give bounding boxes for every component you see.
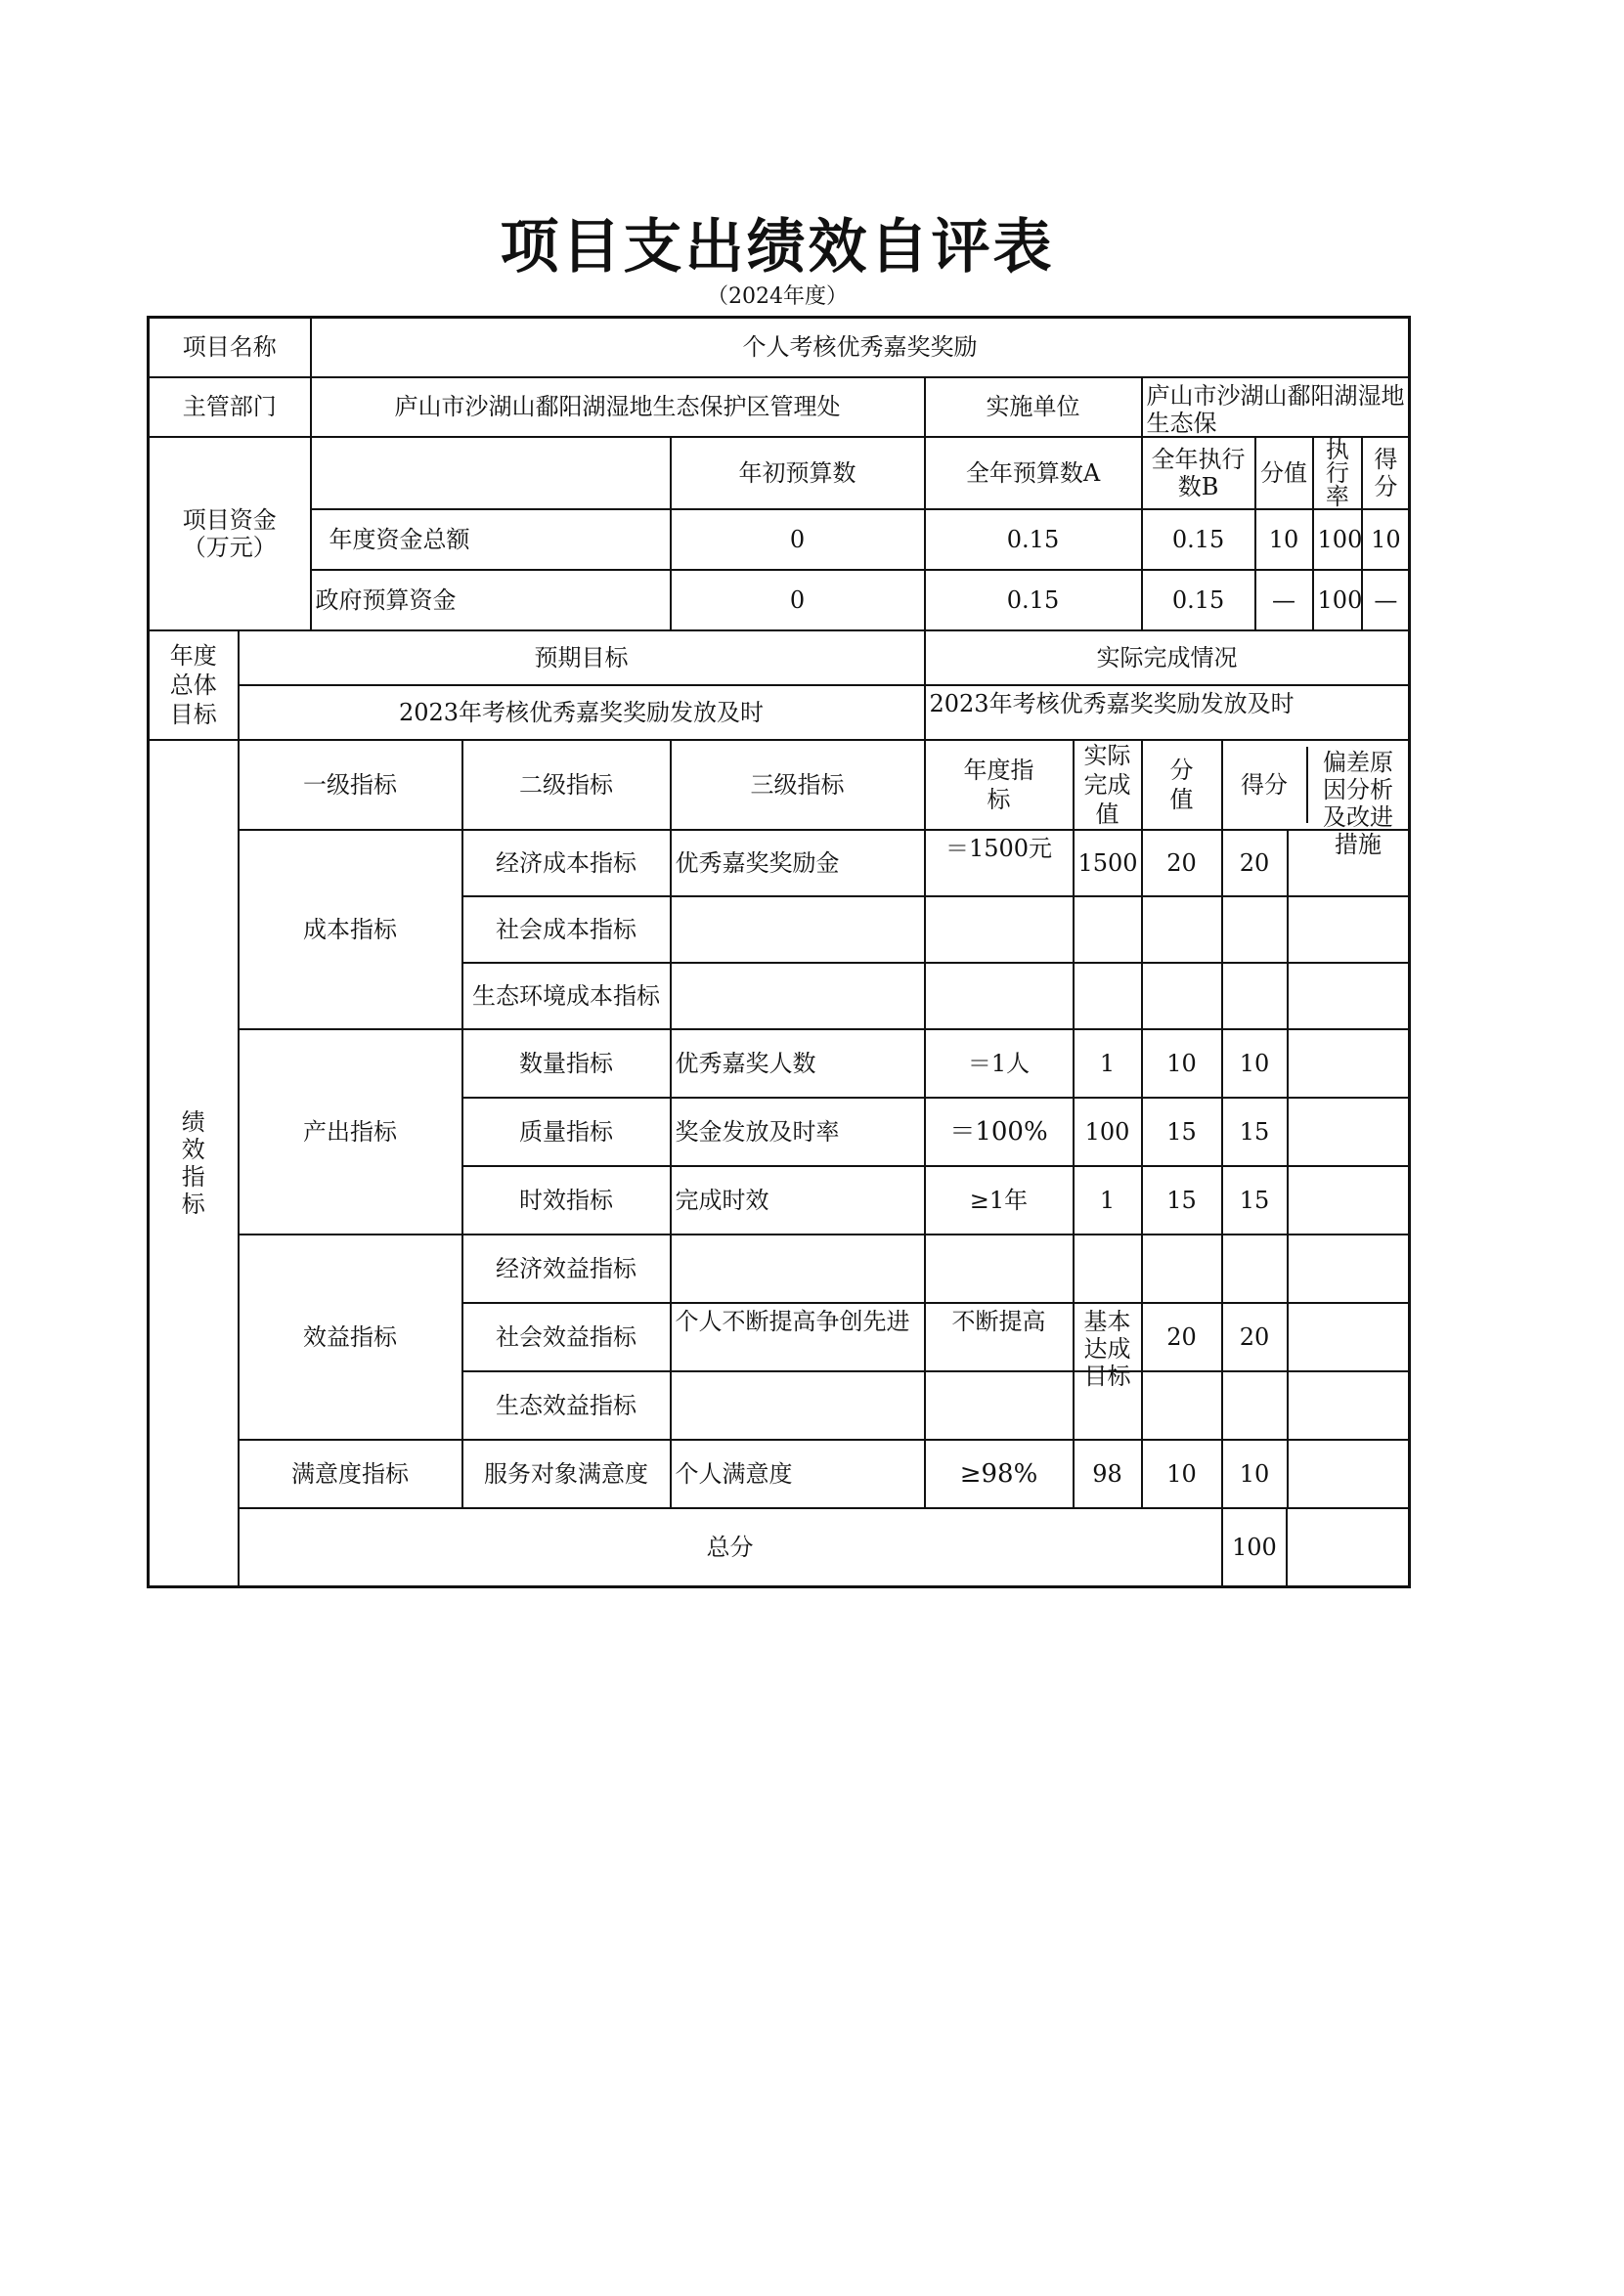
econ-benefit-note	[1288, 1235, 1409, 1302]
service-l2: 服务对象满意度	[462, 1440, 671, 1508]
funds-row-total-score: 10	[1371, 525, 1401, 553]
econ-benefit-l2: 经济效益指标	[462, 1235, 671, 1303]
eco-benefit-l3	[671, 1371, 925, 1440]
econ-cost-l2: 经济成本指标	[462, 830, 671, 896]
total-label: 总分	[239, 1508, 1222, 1587]
goals-label: 年度总体目标	[149, 630, 239, 740]
social-cost-l2: 社会成本指标	[462, 896, 671, 963]
eco-cost-right-subtable	[1223, 964, 1409, 1028]
goals-expected-label: 预期目标	[239, 630, 925, 685]
header-deviation	[1307, 747, 1409, 858]
social-cost-l3	[671, 896, 925, 963]
timeliness-value: 15	[1142, 1166, 1222, 1235]
quality-l3: 奖金发放及时率	[671, 1098, 925, 1166]
econ-benefit-actual	[1074, 1235, 1142, 1303]
social-benefit-right	[1222, 1303, 1410, 1371]
social-benefit-right-subtable	[1223, 1304, 1409, 1370]
social-benefit-target-text: 不断提高	[951, 1307, 1046, 1335]
row-econ-cost	[149, 830, 1410, 896]
social-benefit-actual-text: 基本达成目标	[1083, 1307, 1131, 1390]
group-output: 产出指标	[239, 1029, 462, 1235]
funds-row-gov-subtable	[1143, 571, 1409, 629]
quantity-note	[1288, 1030, 1409, 1097]
timeliness-l2: 时效指标	[462, 1166, 671, 1235]
funds-row-gov	[149, 570, 1410, 630]
total-note	[1287, 1509, 1408, 1585]
page-title: 项目支出绩效自评表	[500, 213, 1055, 282]
social-cost-right	[1222, 896, 1410, 963]
eco-cost-value	[1142, 963, 1222, 1029]
econ-benefit-right	[1222, 1235, 1410, 1303]
funds-header-executed: 全年执行数B	[1143, 438, 1255, 508]
year-subtitle: （2024年度）	[707, 284, 848, 309]
goals-actual-label: 实际完成情况	[925, 630, 1410, 685]
unit-value-text: 庐山市沙湖山鄱阳湖湿地生态保	[1146, 381, 1405, 437]
funds-row-gov-score: —	[1374, 585, 1398, 614]
unit-value	[1142, 377, 1410, 437]
social-benefit-target	[925, 1303, 1074, 1371]
timeliness-right	[1222, 1166, 1410, 1235]
quality-value: 15	[1142, 1098, 1222, 1166]
eco-cost-actual	[1074, 963, 1142, 1029]
goals-actual	[925, 685, 1410, 740]
econ-benefit-score	[1223, 1235, 1288, 1302]
total-right-subtable	[1223, 1509, 1409, 1585]
quantity-l3: 优秀嘉奖人数	[671, 1029, 925, 1098]
indicator-header-row	[149, 740, 1410, 830]
goals-expected: 2023年考核优秀嘉奖奖励发放及时	[239, 685, 925, 740]
timeliness-right-subtable	[1223, 1167, 1409, 1234]
econ-benefit-l3	[671, 1235, 925, 1303]
header-score: 得分	[1223, 747, 1307, 823]
quality-note	[1288, 1099, 1409, 1165]
goals-header-row	[149, 630, 1410, 685]
funds-row-gov-executed: 0.15	[1143, 571, 1255, 629]
funds-header-initial: 年初预算数	[671, 437, 925, 509]
service-score: 10	[1223, 1441, 1288, 1507]
department-label: 主管部门	[149, 377, 311, 437]
quantity-right	[1222, 1029, 1410, 1098]
total-row	[149, 1508, 1410, 1587]
funds-row-gov-score-value: —	[1255, 571, 1313, 629]
eco-benefit-score	[1223, 1372, 1288, 1439]
econ-cost-l3: 优秀嘉奖奖励金	[671, 830, 925, 896]
indicators-label: 绩效指标	[149, 740, 239, 1587]
header-level1: 一级指标	[239, 740, 462, 830]
funds-row-gov-rate: 100	[1313, 571, 1363, 629]
funds-row-total-score-value: 10	[1255, 510, 1313, 569]
quality-score: 15	[1223, 1099, 1288, 1165]
header-annual-target: 年度指标	[925, 740, 1074, 830]
funds-header-subtable	[1143, 435, 1409, 510]
funds-label	[149, 437, 311, 630]
project-name-row	[149, 318, 1410, 377]
social-benefit-actual	[1074, 1303, 1142, 1390]
project-name-value: 个人考核优秀嘉奖奖励	[311, 318, 1410, 377]
quality-right	[1222, 1098, 1410, 1166]
row-econ-benefit	[149, 1235, 1410, 1303]
service-right	[1222, 1440, 1410, 1508]
eco-benefit-right	[1222, 1371, 1410, 1440]
funds-row-total	[149, 509, 1410, 570]
row-quantity	[149, 1029, 1410, 1098]
header-level3: 三级指标	[671, 740, 925, 830]
social-benefit-value: 20	[1142, 1303, 1222, 1371]
header-level2: 二级指标	[462, 740, 671, 830]
quantity-value: 10	[1142, 1029, 1222, 1098]
quantity-target: ＝1人	[925, 1029, 1074, 1098]
funds-row-total-rate: 100	[1313, 510, 1363, 569]
eco-cost-l3	[671, 963, 925, 1029]
social-benefit-l3-text: 个人不断提高争创先进	[675, 1307, 910, 1335]
funds-row-gov-initial: 0	[671, 570, 925, 630]
project-name-label: 项目名称	[149, 318, 311, 377]
quality-right-subtable	[1223, 1099, 1409, 1165]
header-right-subtable	[1223, 747, 1409, 858]
timeliness-note	[1288, 1167, 1409, 1234]
econ-cost-value: 20	[1142, 830, 1222, 896]
header-actual: 实际完成值	[1074, 740, 1142, 830]
econ-benefit-right-subtable	[1223, 1235, 1409, 1302]
eco-benefit-l2: 生态效益指标	[462, 1371, 671, 1440]
timeliness-l3: 完成时效	[671, 1166, 925, 1235]
social-benefit-note	[1288, 1304, 1409, 1370]
econ-benefit-target	[925, 1235, 1074, 1303]
funds-row-total-label: 年度资金总额	[311, 509, 671, 570]
eco-cost-l2: 生态环境成本指标	[462, 963, 671, 1029]
timeliness-actual: 1	[1074, 1166, 1142, 1235]
eco-cost-note	[1288, 964, 1409, 1028]
total-right	[1222, 1508, 1410, 1587]
econ-cost-target-text: ＝1500元	[944, 834, 1053, 862]
funds-row-total-budget: 0.15	[925, 509, 1142, 570]
quantity-right-subtable	[1223, 1030, 1409, 1097]
funds-header-rate: 执行率	[1313, 438, 1363, 508]
department-value: 庐山市沙湖山鄱阳湖湿地生态保护区管理处	[311, 377, 925, 437]
goals-actual-text: 2023年考核优秀嘉奖奖励发放及时	[929, 689, 1295, 717]
funds-label-line1: 项目资金	[182, 505, 277, 534]
funds-header-row	[149, 437, 1410, 509]
header-right	[1222, 740, 1410, 858]
social-cost-actual	[1074, 896, 1142, 963]
eco-cost-target	[925, 963, 1074, 1029]
service-l3: 个人满意度	[671, 1440, 925, 1508]
service-actual: 98	[1074, 1440, 1142, 1508]
department-row	[149, 377, 1410, 437]
service-right-subtable	[1223, 1441, 1409, 1507]
group-cost: 成本指标	[239, 830, 462, 1029]
quantity-l2: 数量指标	[462, 1029, 671, 1098]
funds-row-total-subtable	[1143, 510, 1409, 569]
funds-row-gov-right	[1142, 570, 1410, 630]
eco-benefit-target	[925, 1371, 1074, 1440]
row-service	[149, 1440, 1410, 1508]
funds-row-total-executed: 0.15	[1143, 510, 1255, 569]
timeliness-score: 15	[1223, 1167, 1288, 1234]
funds-header-right	[1142, 437, 1410, 509]
eco-benefit-value	[1142, 1371, 1222, 1440]
unit-label: 实施单位	[925, 377, 1142, 437]
social-benefit-score: 20	[1223, 1304, 1288, 1370]
total-score: 100	[1223, 1509, 1288, 1585]
eco-cost-right	[1222, 963, 1410, 1029]
funds-header-blank	[311, 437, 671, 509]
quantity-actual: 1	[1074, 1029, 1142, 1098]
quality-actual: 100	[1074, 1098, 1142, 1166]
funds-row-total-initial: 0	[671, 509, 925, 570]
service-value: 10	[1142, 1440, 1222, 1508]
eco-benefit-right-subtable	[1223, 1372, 1409, 1439]
quality-l2: 质量指标	[462, 1098, 671, 1166]
econ-cost-score: 20	[1223, 831, 1288, 895]
social-cost-value	[1142, 896, 1222, 963]
funds-row-gov-budget: 0.15	[925, 570, 1142, 630]
funds-header-score-value: 分值	[1255, 438, 1313, 508]
eco-benefit-note	[1288, 1372, 1409, 1439]
funds-row-gov-label: 政府预算资金	[311, 570, 671, 630]
funds-header-score: 得分	[1374, 445, 1398, 500]
econ-benefit-value	[1142, 1235, 1222, 1303]
funds-row-total-right	[1142, 509, 1410, 570]
econ-cost-target	[925, 830, 1074, 896]
service-target: ≥98%	[925, 1440, 1074, 1508]
goals-content-row	[149, 685, 1410, 740]
social-cost-note	[1288, 897, 1409, 962]
service-note	[1288, 1441, 1409, 1507]
social-benefit-l3	[671, 1303, 925, 1371]
evaluation-table	[147, 316, 1411, 1588]
header-deviation-text: 偏差原因分析及改进措施	[1323, 748, 1393, 858]
eco-cost-score	[1223, 964, 1288, 1028]
quality-target: ＝100%	[925, 1098, 1074, 1166]
econ-cost-actual: 1500	[1074, 830, 1142, 896]
header-value: 分值	[1142, 740, 1222, 830]
social-cost-right-subtable	[1223, 897, 1409, 962]
funds-header-budget: 全年预算数A	[925, 437, 1142, 509]
group-benefit: 效益指标	[239, 1235, 462, 1440]
funds-label-line2: （万元）	[182, 533, 277, 561]
timeliness-target: ≥1年	[925, 1166, 1074, 1235]
quantity-score: 10	[1223, 1030, 1288, 1097]
social-benefit-l2: 社会效益指标	[462, 1303, 671, 1371]
social-cost-score	[1223, 897, 1288, 962]
social-cost-target	[925, 896, 1074, 963]
group-satisfaction: 满意度指标	[239, 1440, 462, 1508]
